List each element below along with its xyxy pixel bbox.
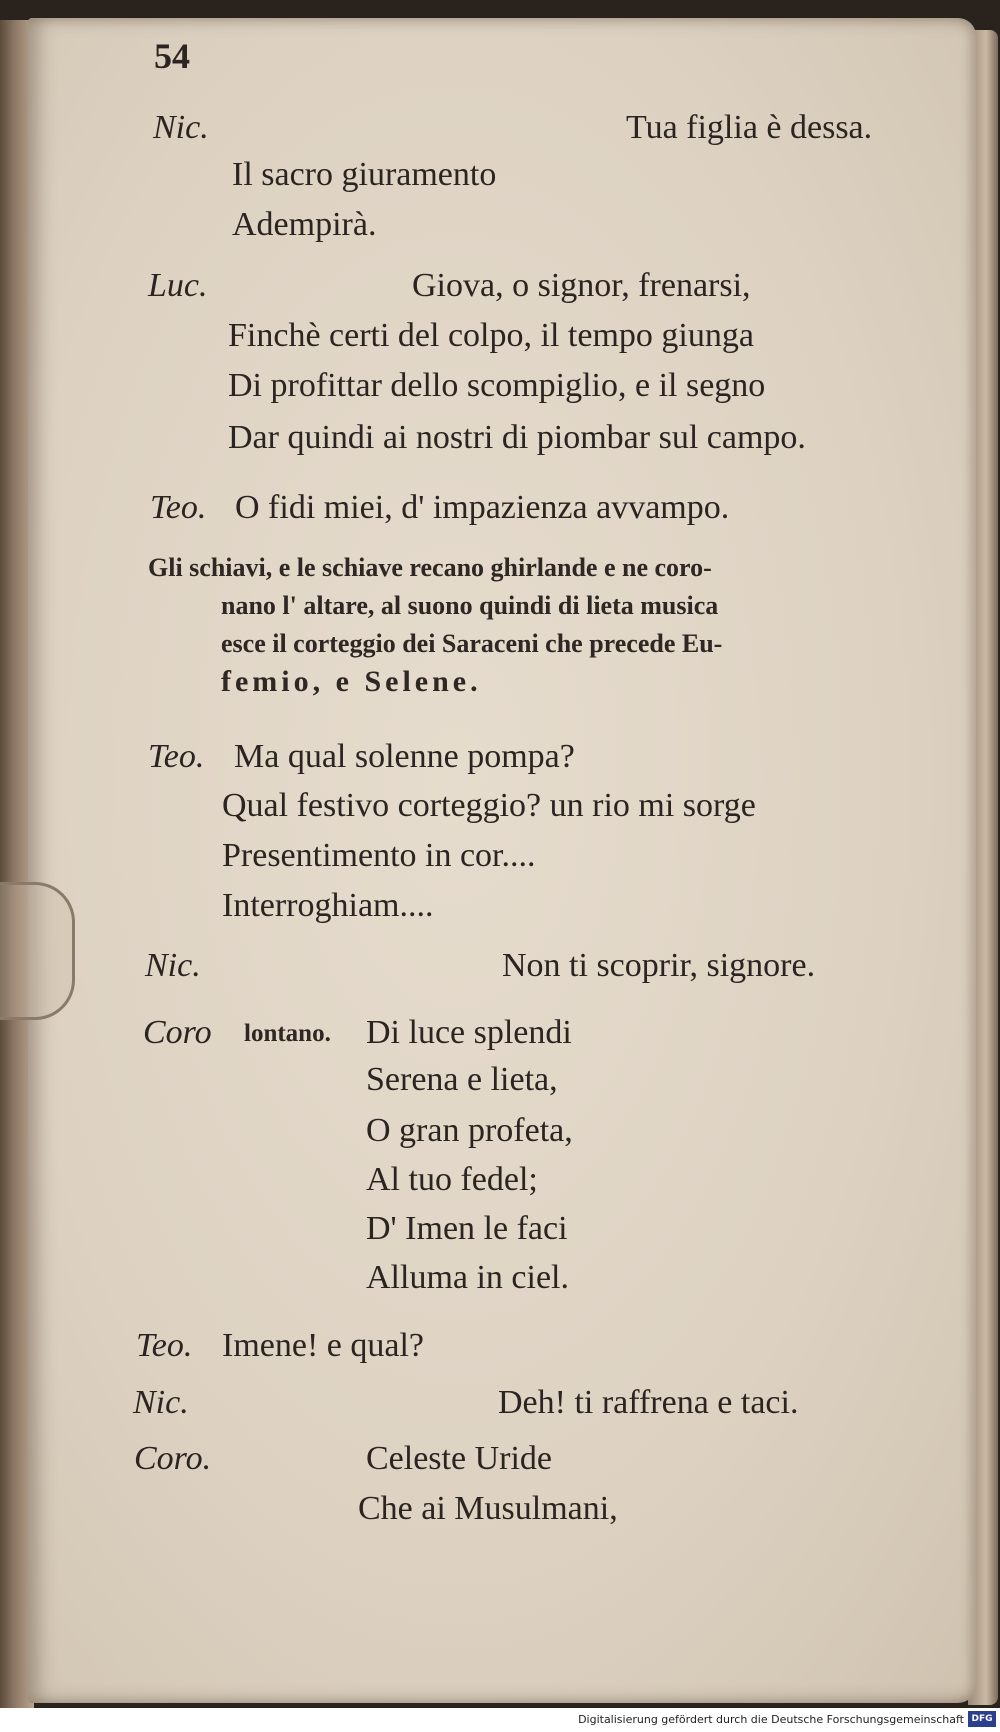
verse-line: Non ti scoprir, signore. (502, 947, 816, 984)
speaker-label: Nic. (153, 109, 209, 146)
verse-line: Imene! e qual? (222, 1327, 424, 1364)
stage-direction-line: Gli schiavi, e le schiave recano ghirlande e ne coro- (148, 553, 712, 582)
verse-line: Dar quindi ai nostri di piombar sul campo. (228, 419, 806, 456)
stage-direction-line: esce il corteggio dei Saraceni che precede Eu- (221, 629, 723, 658)
verse-line: Di luce splendi (366, 1014, 572, 1051)
verse-line: Di profittar dello scompiglio, e il segno (228, 367, 766, 404)
verse-line: Tua figlia è dessa. (626, 109, 873, 146)
verse-line: Celeste Uride (366, 1440, 552, 1477)
verse-line: Serena e lieta, (366, 1061, 558, 1098)
speaker-label: Teo. (150, 489, 207, 526)
stage-direction-line: femio, e Selene. (221, 665, 482, 698)
speaker-label: Teo. (148, 738, 205, 775)
dfg-logo: DFG (968, 1711, 996, 1727)
verse-line: Qual festivo corteggio? un rio mi sorge (222, 787, 756, 824)
verse-line: Il sacro giuramento (232, 156, 497, 193)
speaker-label: Luc. (148, 267, 208, 304)
verse-line: Ma qual solenne pompa? (234, 738, 575, 775)
verse-line: O gran profeta, (366, 1112, 573, 1149)
speaker-label: Nic. (145, 947, 201, 984)
page-tab-mark (0, 882, 75, 1020)
verse-line: Interroghiam.... (222, 887, 434, 924)
page-number: 54 (154, 36, 190, 76)
speaker-label: Teo. (136, 1327, 193, 1364)
speaker-label: Nic. (133, 1384, 189, 1421)
verse-line: Che ai Musulmani, (358, 1490, 618, 1527)
speaker-label: Coro (143, 1014, 212, 1051)
verse-line: D' Imen le faci (366, 1210, 568, 1247)
speaker-label: Coro. (134, 1440, 212, 1477)
verse-line: Giova, o signor, frenarsi, (412, 267, 751, 304)
verse-line: Al tuo fedel; (366, 1161, 538, 1198)
verse-line: Presentimento in cor.... (222, 837, 536, 874)
digitization-credit: Digitalisierung gefördert durch die Deutsche Forschungsgemeinschaft (578, 1713, 964, 1726)
verse-line: Deh! ti raffrena e taci. (498, 1384, 799, 1421)
stage-direction-line: nano l' altare, al suono quindi di lieta musica (221, 591, 719, 620)
stage-direction-inline: lontano. (244, 1020, 331, 1047)
verse-line: O fidi miei, d' impazienza avvampo. (235, 489, 730, 526)
verse-line: Finchè certi del colpo, il tempo giunga (228, 317, 754, 354)
verse-line: Alluma in ciel. (366, 1259, 570, 1296)
verse-line: Adempirà. (232, 206, 377, 243)
